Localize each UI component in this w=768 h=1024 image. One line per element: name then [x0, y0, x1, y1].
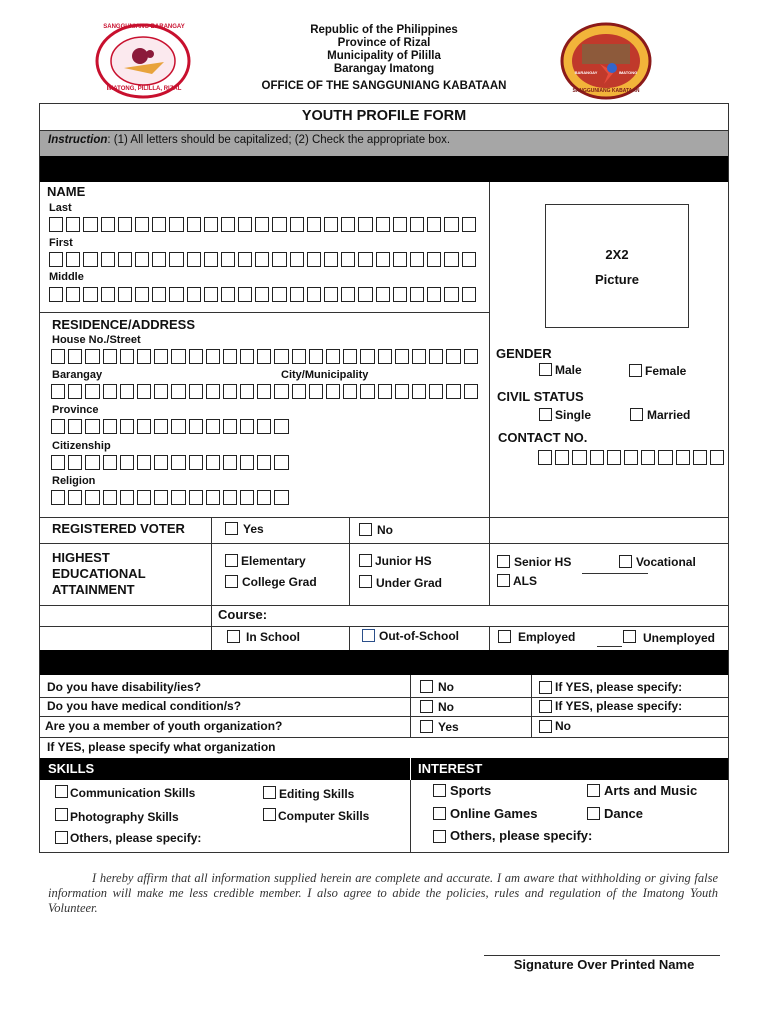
under-grad-checkbox[interactable] [359, 575, 372, 588]
disability-question: Do you have disability/ies? [47, 680, 202, 694]
header-line-4: Barangay Imatong [333, 63, 435, 75]
sports-checkbox[interactable] [433, 784, 446, 797]
address-heading: RESIDENCE/ADDRESS [52, 317, 196, 332]
street-label: House No./Street [52, 334, 141, 346]
picture-label-1: 2X2 [605, 247, 629, 262]
religion-label: Religion [52, 475, 96, 487]
sports-label: Sports [450, 783, 492, 798]
youth-org-no-label: No [555, 719, 571, 733]
signature-label: Signature Over Printed Name [513, 957, 695, 972]
medical-specify-label: If YES, please specify: [555, 699, 683, 713]
editing-checkbox[interactable] [263, 786, 276, 799]
voter-no-checkbox[interactable] [359, 523, 372, 536]
married-label: Married [647, 408, 691, 422]
voter-yes-checkbox[interactable] [225, 522, 238, 535]
signature-line [484, 955, 720, 956]
course-label: Course: [218, 607, 268, 622]
als-checkbox[interactable] [497, 574, 510, 587]
employed-checkbox[interactable] [498, 630, 511, 643]
right-seal-text-left: BARANGAY [574, 70, 598, 75]
instruction-label: Instruction [48, 134, 108, 146]
male-checkbox[interactable] [539, 363, 552, 376]
vocational-label: Vocational [636, 555, 696, 569]
header-line-1: Republic of the Philippines [310, 24, 458, 36]
single-label: Single [555, 408, 592, 422]
divider-education-top [40, 543, 728, 544]
senior-hs-checkbox[interactable] [497, 555, 510, 568]
disability-no-label: No [438, 680, 454, 694]
arts-checkbox[interactable] [587, 784, 600, 797]
elementary-checkbox[interactable] [225, 554, 238, 567]
vocational-checkbox[interactable] [619, 555, 632, 568]
games-label: Online Games [450, 806, 538, 821]
interest-heading: INTEREST [418, 761, 483, 776]
dance-label: Dance [604, 806, 644, 821]
divider-skills-interest-lower [410, 780, 411, 853]
unemployed-label: Unemployed [643, 631, 716, 645]
first-name-label: First [49, 237, 73, 249]
youth-org-no-checkbox[interactable] [539, 720, 552, 733]
divider-picture-column [489, 182, 490, 517]
junior-hs-checkbox[interactable] [359, 554, 372, 567]
skills-bar [40, 758, 728, 780]
arts-label: Arts and Music [604, 783, 698, 798]
instruction-body: : (1) All letters should be capitalized; (2) Check the appropriate box. [107, 134, 451, 146]
divider-course-top [40, 605, 728, 606]
vocational-underline [582, 573, 648, 574]
middle-name-boxes[interactable] [49, 287, 479, 302]
section-bar-1 [40, 156, 728, 182]
disability-specify-label: If YES, please specify: [555, 680, 683, 694]
divider-name-address [40, 312, 489, 313]
interest-others-checkbox[interactable] [433, 830, 446, 843]
province-boxes[interactable] [51, 419, 292, 434]
divider-course-left [211, 605, 212, 650]
middle-name-label: Middle [49, 271, 84, 283]
medical-no-checkbox[interactable] [420, 700, 433, 713]
medical-question: Do you have medical condition/s? [47, 699, 242, 713]
under-grad-label: Under Grad [376, 576, 443, 590]
skills-others-label: Others, please specify: [70, 831, 202, 845]
divider-q1 [40, 697, 728, 698]
street-boxes[interactable] [51, 349, 481, 364]
single-checkbox[interactable] [539, 408, 552, 421]
name-heading: NAME [47, 184, 86, 199]
skills-others-checkbox[interactable] [55, 831, 68, 844]
senior-hs-label: Senior HS [514, 555, 572, 569]
civil-status-heading: CIVIL STATUS [497, 389, 584, 404]
divider-q2 [40, 716, 728, 717]
out-of-school-checkbox[interactable] [362, 629, 375, 642]
header-line-3: Municipality of Pililla [327, 50, 441, 62]
citizenship-label: Citizenship [52, 440, 111, 452]
communication-label: Communication Skills [70, 786, 196, 800]
header-line-5: OFFICE OF THE SANGGUNIANG KABATAAN [261, 80, 507, 92]
affirmation-text: I hereby affirm that all information supplied herein are complete and accurate. I am aware that withholding or giving false information will make me less credible member. I also agree to abide the policies, rules and regulation of the Imatong Youth Volunteer. [48, 871, 718, 915]
divider-voter-1 [211, 517, 212, 605]
skills-heading: SKILLS [48, 761, 95, 776]
editing-label: Editing Skills [279, 787, 355, 801]
header-line-2: Province of Rizal [337, 37, 431, 49]
province-label: Province [52, 404, 99, 416]
barangay-city-boxes[interactable] [51, 384, 481, 399]
youth-org-yes-checkbox[interactable] [420, 720, 433, 733]
divider-questions-1 [410, 675, 411, 737]
computer-checkbox[interactable] [263, 808, 276, 821]
elementary-label: Elementary [241, 554, 306, 568]
left-seal-text-top: SANGGUNIANG BARANGAY [103, 24, 185, 30]
male-label: Male [555, 363, 582, 377]
disability-yes-checkbox[interactable] [539, 681, 552, 694]
married-checkbox[interactable] [630, 408, 643, 421]
picture-label-2: Picture [594, 272, 640, 287]
divider-status-top [40, 626, 728, 627]
picture-box[interactable] [545, 204, 689, 328]
city-label: City/Municipality [281, 369, 369, 381]
education-heading-3: ATTAINMENT [52, 582, 135, 597]
computer-label: Computer Skills [278, 809, 370, 823]
medical-yes-checkbox[interactable] [539, 700, 552, 713]
divider-voter-top [40, 517, 728, 518]
contact-boxes[interactable] [538, 450, 727, 465]
unemployed-checkbox[interactable] [623, 630, 636, 643]
last-name-boxes[interactable] [49, 217, 479, 232]
youth-org-yes-label: Yes [438, 720, 459, 734]
voter-yes-label: Yes [243, 522, 264, 536]
religion-boxes[interactable] [51, 490, 292, 505]
contact-heading: CONTACT NO. [498, 430, 588, 445]
in-school-checkbox[interactable] [227, 630, 240, 643]
games-checkbox[interactable] [433, 807, 446, 820]
female-label: Female [645, 364, 687, 378]
interest-others-label: Others, please specify: [450, 828, 593, 843]
als-label: ALS [513, 574, 537, 588]
barangay-label: Barangay [52, 369, 103, 381]
divider-q3 [40, 737, 728, 738]
citizenship-boxes[interactable] [51, 455, 292, 470]
form-title: YOUTH PROFILE FORM [301, 108, 467, 124]
photography-checkbox[interactable] [55, 808, 68, 821]
right-seal-text-right: IMATONG [618, 70, 638, 75]
section-bar-2 [40, 650, 728, 675]
education-heading-2: EDUCATIONAL [52, 566, 146, 581]
divider-voter-3 [489, 517, 490, 605]
medical-no-label: No [438, 700, 454, 714]
college-grad-label: College Grad [242, 575, 317, 589]
youth-org-question: Are you a member of youth organization? [45, 719, 283, 733]
organization-specify-question: If YES, please specify what organization [47, 740, 276, 754]
education-heading-1: HIGHEST [52, 550, 110, 565]
disability-no-checkbox[interactable] [420, 680, 433, 693]
college-grad-checkbox[interactable] [225, 575, 238, 588]
employed-label: Employed [518, 630, 576, 644]
instruction-text [48, 134, 450, 146]
communication-checkbox[interactable] [55, 785, 68, 798]
right-seal-text-bottom: SANGGUNIANG KABATAAN [572, 88, 640, 94]
junior-hs-label: Junior HS [375, 554, 432, 568]
voter-no-label: No [377, 523, 393, 537]
divider-questions-2 [531, 675, 532, 737]
last-name-label: Last [49, 202, 72, 214]
employed-underline [597, 646, 622, 647]
out-of-school-label: Out-of-School [379, 629, 459, 643]
voter-heading: REGISTERED VOTER [52, 521, 185, 536]
dance-checkbox[interactable] [587, 807, 600, 820]
first-name-boxes[interactable] [49, 252, 479, 267]
divider-status-1 [349, 626, 350, 650]
left-seal-text-bottom: IMATONG, PILILLA, RIZAL [106, 86, 182, 92]
gender-heading: GENDER [496, 346, 552, 361]
photography-label: Photography Skills [70, 810, 179, 824]
divider-voter-2 [349, 517, 350, 605]
divider-status-2 [489, 626, 490, 650]
in-school-label: In School [246, 630, 300, 644]
female-checkbox[interactable] [629, 364, 642, 377]
